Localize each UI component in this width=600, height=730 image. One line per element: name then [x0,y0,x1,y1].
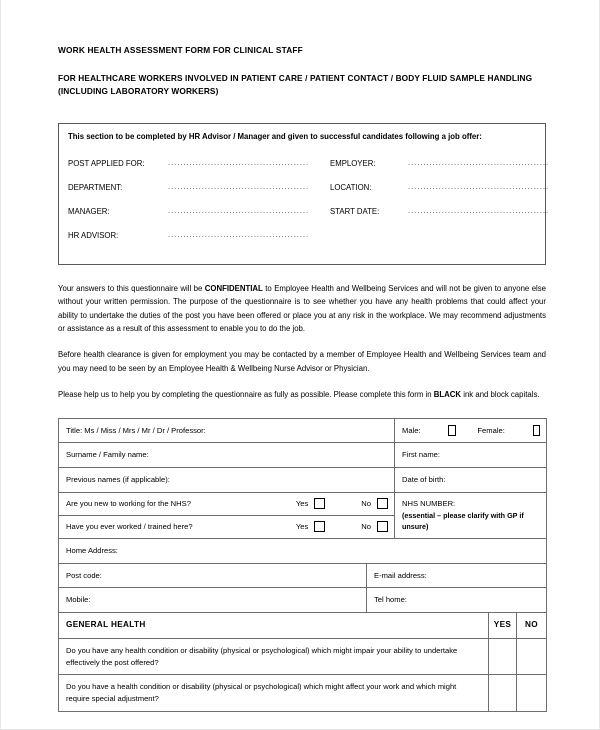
field-label: START DATE: [330,206,380,216]
general-health-header-row [59,613,547,639]
field-location[interactable] [330,183,549,207]
table-row [59,418,547,443]
hr-fields-grid [68,157,550,255]
question-text: Are you new to working for the NHS? [66,498,191,508]
answer-no-cell[interactable] [517,675,547,712]
field-manager[interactable] [68,207,330,231]
field-post-applied-for[interactable] [68,159,330,183]
question-impair-ability: Do you have any health condition or disability (physical or psychological) which might impair your ability to undertake effectively the post offered? [59,638,489,675]
question-special-adjustment: Do you have a health condition or disability (physical or psychological) which might affect your work and which might require special adjustment? [59,675,489,712]
cell-previous-names[interactable]: Previous names (if applicable): [59,468,395,493]
cell-nhs-number[interactable] [395,492,547,538]
hr-advisor-section [58,123,550,265]
no-label: No [361,498,371,508]
cell-date-of-birth[interactable]: Date of birth: [395,468,547,493]
answer-yes-cell[interactable] [489,638,517,675]
table-row [59,468,547,493]
page-subtitle: FOR HEALTHCARE WORKERS INVOLVED IN PATIENT CARE / PATIENT CONTACT / BODY FLUID SAMPLE HANDLING (INCLUDING LABORATORY WORKERS) [58,73,533,97]
paragraph-text-b: ink and block capitals. [461,390,540,400]
field-label: LOCATION: [330,182,372,192]
table-row [59,492,547,515]
personal-details-table [58,418,547,712]
dotted-fill-line: .............................................. [168,181,310,191]
gender-selection [402,425,540,437]
yes-label: Yes [295,498,309,508]
table-row [59,675,547,712]
field-start-date[interactable] [330,207,549,231]
field-department[interactable] [68,183,330,207]
paragraph-text-b: to Employee Health and Wellbeing Services and will not be given to anyone else without your written permission. The purpose of the questionnaire is to see whether you have any health problems that could affect your ability to undertake the duties of the post you have been offered or place you at any risk in the workplace. We may recommend adjustments or assistance as a result of this assessment to enable you to do the job. [58,283,546,333]
dotted-fill-line: .............................................. [168,205,310,215]
cell-worked-trained-here[interactable] [59,515,395,538]
dotted-fill-line: .............................................. [408,205,550,215]
table-row [59,538,547,563]
dotted-fill-line: .............................................. [168,157,310,167]
paragraph-text-a: Your answers to this questionnaire will be [58,283,205,293]
dotted-fill-line: .............................................. [168,229,310,239]
new-to-nhs-no-checkbox[interactable] [377,498,388,509]
field-label: DEPARTMENT: [68,182,123,192]
new-to-nhs-yes-checkbox[interactable] [314,498,325,509]
field-employer[interactable] [330,159,549,183]
cell-gender[interactable] [395,418,547,443]
cell-home-address[interactable]: Home Address: [59,538,547,563]
cell-surname[interactable]: Surname / Family name: [59,443,395,468]
table-row [59,443,547,468]
black-ink-emphasis: BLACK [433,390,462,400]
page-title: WORK HEALTH ASSESSMENT FORM FOR CLINICAL STAFF [58,45,303,55]
form-sheet [1,0,599,729]
table-row [59,588,547,613]
spacer [330,231,549,255]
paragraph-text-a: Please help us to help you by completing the questionnaire as fully as possible. Please complete this form in [58,390,434,400]
field-label: EMPLOYER: [330,158,376,168]
question-text: Have you ever worked / trained here? [66,521,193,531]
yes-column-header: YES [489,613,517,639]
male-label: Male: [402,425,421,435]
confidential-emphasis: CONFIDENTIAL [204,283,263,293]
paragraph-confidentiality [58,282,546,336]
field-label: MANAGER: [68,206,110,216]
female-label: Female: [477,425,505,435]
paragraph-health-clearance: Before health clearance is given for employment you may be contacted by a member of Employee Health and Wellbeing Services team and you may need to be seen by an Employee Health & Wellbeing Nurse Advisor or Physician. [58,350,546,373]
table-row [59,563,547,588]
hr-section-heading: This section to be completed by HR Advisor / Manager and given to successful candidates following a job offer: [68,131,482,141]
no-label: No [361,521,371,531]
nhs-number-note: (essential – please clarify with GP if unsure) [402,511,524,532]
cell-mobile[interactable]: Mobile: [59,588,367,613]
field-label: HR ADVISOR: [68,230,119,240]
worked-here-yes-checkbox[interactable] [314,521,325,532]
dotted-fill-line: .............................................. [408,181,550,191]
nhs-number-label: NHS NUMBER: [402,499,456,509]
new-to-nhs-question-row [66,498,388,510]
paragraph-instructions [58,388,546,401]
table-row [59,638,547,675]
male-checkbox[interactable] [448,425,455,436]
answer-no-cell[interactable] [517,638,547,675]
cell-tel-home[interactable]: Tel home: [367,588,547,613]
cell-post-code[interactable]: Post code: [59,563,367,588]
general-health-title: GENERAL HEALTH [59,613,489,639]
field-hr-advisor[interactable] [68,231,330,255]
cell-email-address[interactable]: E-mail address: [367,563,547,588]
female-checkbox[interactable] [533,425,540,436]
worked-here-question-row [66,521,388,533]
no-column-header: NO [517,613,547,639]
cell-first-name[interactable]: First name: [395,443,547,468]
cell-title-salutation[interactable]: Title: Ms / Miss / Mrs / Mr / Dr / Professor: [59,418,395,443]
dotted-fill-line: .............................................. [408,157,550,167]
yes-label: Yes [295,521,309,531]
field-label: POST APPLIED FOR: [68,158,145,168]
cell-new-to-nhs[interactable] [59,492,395,515]
answer-yes-cell[interactable] [489,675,517,712]
worked-here-no-checkbox[interactable] [377,521,388,532]
